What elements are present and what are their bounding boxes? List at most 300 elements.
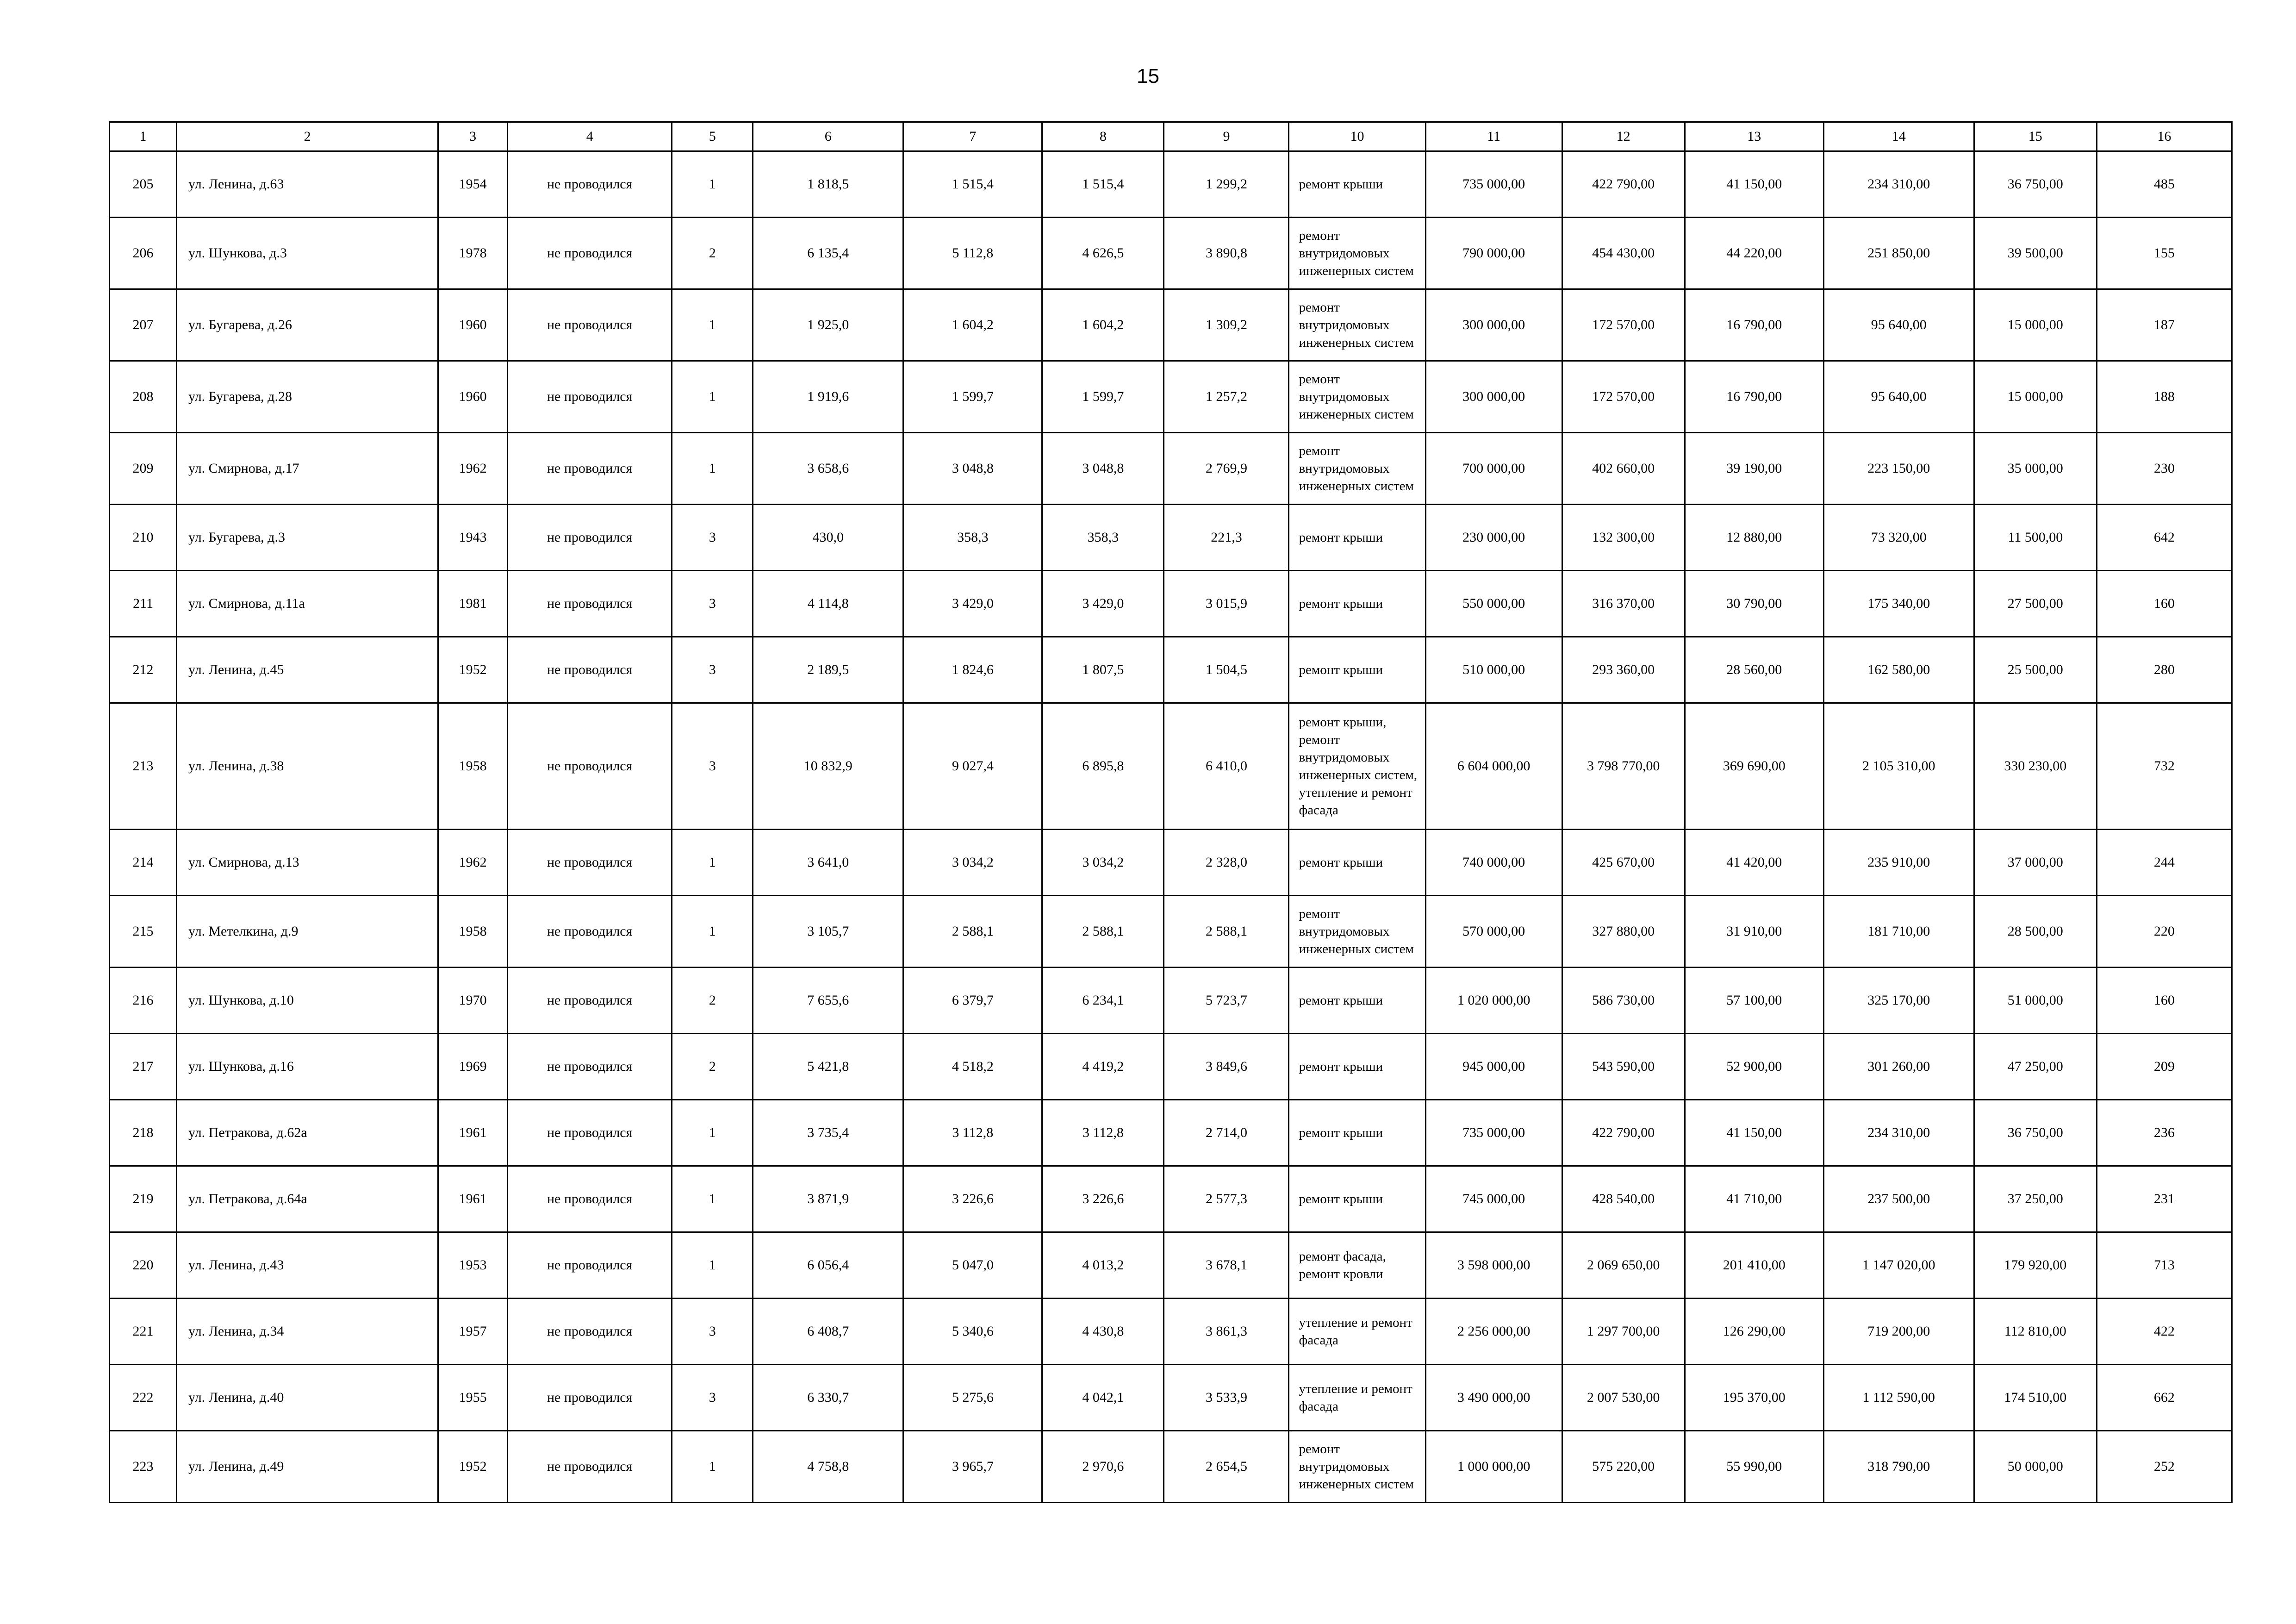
column-header: 8 — [1042, 122, 1164, 151]
status-cell: не проводился — [508, 830, 672, 896]
c13-cell: 126 290,00 — [1685, 1299, 1823, 1365]
c6-cell: 3 871,9 — [753, 1166, 903, 1232]
year-cell: 1981 — [438, 571, 508, 637]
table-row — [110, 1100, 2232, 1166]
c16-cell: 187 — [2097, 289, 2232, 361]
address-cell: ул. Смирнова, д.17 — [177, 433, 438, 505]
c6-cell: 430,0 — [753, 505, 903, 571]
c15-cell: 174 510,00 — [1974, 1365, 2097, 1431]
c6-cell: 6 330,7 — [753, 1365, 903, 1431]
c11-cell: 735 000,00 — [1425, 151, 1562, 218]
address-cell: ул. Метелкина, д.9 — [177, 896, 438, 968]
c12-cell: 1 297 700,00 — [1562, 1299, 1685, 1365]
year-cell: 1962 — [438, 830, 508, 896]
c8-cell: 6 234,1 — [1042, 968, 1164, 1034]
c7-cell: 4 518,2 — [903, 1034, 1042, 1100]
address-cell: ул. Ленина, д.49 — [177, 1431, 438, 1503]
status-cell: не проводился — [508, 1232, 672, 1299]
c7-cell: 1 604,2 — [903, 289, 1042, 361]
c14-cell: 95 640,00 — [1823, 289, 1974, 361]
work-type-cell: ремонт крыши, ремонт внутридомовых инженерных систем, утепление и ремонт фасада — [1289, 703, 1425, 830]
c5-cell: 3 — [672, 505, 753, 571]
c8-cell: 4 419,2 — [1042, 1034, 1164, 1100]
status-cell: не проводился — [508, 433, 672, 505]
c8-cell: 1 599,7 — [1042, 361, 1164, 433]
c8-cell: 1 515,4 — [1042, 151, 1164, 218]
c6-cell: 1 818,5 — [753, 151, 903, 218]
c8-cell: 2 588,1 — [1042, 896, 1164, 968]
year-cell: 1952 — [438, 1431, 508, 1503]
address-cell: ул. Бугарева, д.26 — [177, 289, 438, 361]
address-cell: ул. Ленина, д.45 — [177, 637, 438, 703]
c16-cell: 231 — [2097, 1166, 2232, 1232]
year-cell: 1978 — [438, 218, 508, 289]
c13-cell: 41 150,00 — [1685, 151, 1823, 218]
address-cell: ул. Петракова, д.62а — [177, 1100, 438, 1166]
table-row — [110, 1166, 2232, 1232]
c13-cell: 57 100,00 — [1685, 968, 1823, 1034]
c9-cell: 2 328,0 — [1164, 830, 1289, 896]
c13-cell: 41 420,00 — [1685, 830, 1823, 896]
column-header: 6 — [753, 122, 903, 151]
c14-cell: 1 112 590,00 — [1823, 1365, 1974, 1431]
c11-cell: 790 000,00 — [1425, 218, 1562, 289]
c6-cell: 4 758,8 — [753, 1431, 903, 1503]
c14-cell: 1 147 020,00 — [1823, 1232, 1974, 1299]
c6-cell: 6 056,4 — [753, 1232, 903, 1299]
c13-cell: 31 910,00 — [1685, 896, 1823, 968]
status-cell: не проводился — [508, 361, 672, 433]
c6-cell: 3 641,0 — [753, 830, 903, 896]
year-cell: 1952 — [438, 637, 508, 703]
row-number: 213 — [110, 703, 177, 830]
c5-cell: 1 — [672, 1431, 753, 1503]
row-number: 207 — [110, 289, 177, 361]
housing-repair-table — [109, 121, 2233, 1503]
row-number: 223 — [110, 1431, 177, 1503]
c12-cell: 425 670,00 — [1562, 830, 1685, 896]
c7-cell: 5 112,8 — [903, 218, 1042, 289]
c11-cell: 2 256 000,00 — [1425, 1299, 1562, 1365]
table-row — [110, 1232, 2232, 1299]
address-cell: ул. Шункова, д.3 — [177, 218, 438, 289]
c12-cell: 132 300,00 — [1562, 505, 1685, 571]
row-number: 219 — [110, 1166, 177, 1232]
c6-cell: 10 832,9 — [753, 703, 903, 830]
c14-cell: 318 790,00 — [1823, 1431, 1974, 1503]
c11-cell: 700 000,00 — [1425, 433, 1562, 505]
c13-cell: 12 880,00 — [1685, 505, 1823, 571]
c6-cell: 1 919,6 — [753, 361, 903, 433]
column-header: 2 — [177, 122, 438, 151]
c6-cell: 3 658,6 — [753, 433, 903, 505]
c11-cell: 945 000,00 — [1425, 1034, 1562, 1100]
column-header: 12 — [1562, 122, 1685, 151]
c13-cell: 52 900,00 — [1685, 1034, 1823, 1100]
c13-cell: 369 690,00 — [1685, 703, 1823, 830]
c8-cell: 3 034,2 — [1042, 830, 1164, 896]
year-cell: 1955 — [438, 1365, 508, 1431]
c16-cell: 485 — [2097, 151, 2232, 218]
c14-cell: 325 170,00 — [1823, 968, 1974, 1034]
status-cell: не проводился — [508, 637, 672, 703]
work-type-cell: ремонт крыши — [1289, 1100, 1425, 1166]
status-cell: не проводился — [508, 151, 672, 218]
c11-cell: 735 000,00 — [1425, 1100, 1562, 1166]
address-cell: ул. Смирнова, д.13 — [177, 830, 438, 896]
c7-cell: 5 047,0 — [903, 1232, 1042, 1299]
status-cell: не проводился — [508, 1100, 672, 1166]
c16-cell: 220 — [2097, 896, 2232, 968]
work-type-cell: ремонт внутридомовых инженерных систем — [1289, 289, 1425, 361]
year-cell: 1960 — [438, 361, 508, 433]
address-cell: ул. Бугарева, д.28 — [177, 361, 438, 433]
c14-cell: 237 500,00 — [1823, 1166, 1974, 1232]
status-cell: не проводился — [508, 968, 672, 1034]
c15-cell: 112 810,00 — [1974, 1299, 2097, 1365]
row-number: 218 — [110, 1100, 177, 1166]
address-cell: ул. Ленина, д.34 — [177, 1299, 438, 1365]
c12-cell: 454 430,00 — [1562, 218, 1685, 289]
c11-cell: 3 490 000,00 — [1425, 1365, 1562, 1431]
table-row — [110, 361, 2232, 433]
c7-cell: 3 112,8 — [903, 1100, 1042, 1166]
c16-cell: 230 — [2097, 433, 2232, 505]
c11-cell: 745 000,00 — [1425, 1166, 1562, 1232]
c12-cell: 2 007 530,00 — [1562, 1365, 1685, 1431]
c15-cell: 36 750,00 — [1974, 151, 2097, 218]
c13-cell: 30 790,00 — [1685, 571, 1823, 637]
work-type-cell: ремонт внутридомовых инженерных систем — [1289, 1431, 1425, 1503]
c7-cell: 1 824,6 — [903, 637, 1042, 703]
c9-cell: 2 714,0 — [1164, 1100, 1289, 1166]
column-header: 3 — [438, 122, 508, 151]
year-cell: 1960 — [438, 289, 508, 361]
c8-cell: 1 604,2 — [1042, 289, 1164, 361]
page-number: 15 — [1137, 65, 1159, 87]
work-type-cell: ремонт фасада, ремонт кровли — [1289, 1232, 1425, 1299]
c9-cell: 6 410,0 — [1164, 703, 1289, 830]
table-row — [110, 830, 2232, 896]
c13-cell: 16 790,00 — [1685, 289, 1823, 361]
c7-cell: 6 379,7 — [903, 968, 1042, 1034]
c9-cell: 1 309,2 — [1164, 289, 1289, 361]
c13-cell: 55 990,00 — [1685, 1431, 1823, 1503]
c9-cell: 3 678,1 — [1164, 1232, 1289, 1299]
column-header: 4 — [508, 122, 672, 151]
work-type-cell: ремонт внутридомовых инженерных систем — [1289, 361, 1425, 433]
c11-cell: 740 000,00 — [1425, 830, 1562, 896]
row-number: 221 — [110, 1299, 177, 1365]
c13-cell: 201 410,00 — [1685, 1232, 1823, 1299]
table-row — [110, 218, 2232, 289]
c15-cell: 27 500,00 — [1974, 571, 2097, 637]
row-number: 215 — [110, 896, 177, 968]
c8-cell: 1 807,5 — [1042, 637, 1164, 703]
work-type-cell: ремонт крыши — [1289, 571, 1425, 637]
address-cell: ул. Смирнова, д.11а — [177, 571, 438, 637]
table-row — [110, 433, 2232, 505]
c13-cell: 16 790,00 — [1685, 361, 1823, 433]
row-number: 216 — [110, 968, 177, 1034]
c5-cell: 1 — [672, 1232, 753, 1299]
c13-cell: 28 560,00 — [1685, 637, 1823, 703]
c15-cell: 15 000,00 — [1974, 289, 2097, 361]
address-cell: ул. Шункова, д.16 — [177, 1034, 438, 1100]
column-header: 15 — [1974, 122, 2097, 151]
c14-cell: 223 150,00 — [1823, 433, 1974, 505]
table-row — [110, 1431, 2232, 1503]
row-number: 211 — [110, 571, 177, 637]
c12-cell: 327 880,00 — [1562, 896, 1685, 968]
c12-cell: 316 370,00 — [1562, 571, 1685, 637]
c16-cell: 244 — [2097, 830, 2232, 896]
table-row — [110, 1034, 2232, 1100]
c5-cell: 2 — [672, 1034, 753, 1100]
work-type-cell: утепление и ремонт фасада — [1289, 1365, 1425, 1431]
c11-cell: 300 000,00 — [1425, 361, 1562, 433]
c6-cell: 6 135,4 — [753, 218, 903, 289]
c16-cell: 188 — [2097, 361, 2232, 433]
table-row — [110, 637, 2232, 703]
c14-cell: 162 580,00 — [1823, 637, 1974, 703]
year-cell: 1943 — [438, 505, 508, 571]
address-cell: ул. Бугарева, д.3 — [177, 505, 438, 571]
status-cell: не проводился — [508, 218, 672, 289]
column-header: 13 — [1685, 122, 1823, 151]
year-cell: 1958 — [438, 703, 508, 830]
c16-cell: 280 — [2097, 637, 2232, 703]
table-row — [110, 1365, 2232, 1431]
c16-cell: 160 — [2097, 571, 2232, 637]
status-cell: не проводился — [508, 1299, 672, 1365]
status-cell: не проводился — [508, 1166, 672, 1232]
c6-cell: 1 925,0 — [753, 289, 903, 361]
table-row — [110, 968, 2232, 1034]
c5-cell: 1 — [672, 1100, 753, 1166]
c11-cell: 510 000,00 — [1425, 637, 1562, 703]
c5-cell: 3 — [672, 1365, 753, 1431]
column-header: 11 — [1425, 122, 1562, 151]
c15-cell: 36 750,00 — [1974, 1100, 2097, 1166]
c7-cell: 9 027,4 — [903, 703, 1042, 830]
column-header: 5 — [672, 122, 753, 151]
work-type-cell: ремонт крыши — [1289, 1166, 1425, 1232]
table-row — [110, 505, 2232, 571]
year-cell: 1970 — [438, 968, 508, 1034]
c12-cell: 575 220,00 — [1562, 1431, 1685, 1503]
c12-cell: 293 360,00 — [1562, 637, 1685, 703]
address-cell: ул. Ленина, д.38 — [177, 703, 438, 830]
c8-cell: 3 226,6 — [1042, 1166, 1164, 1232]
c8-cell: 4 626,5 — [1042, 218, 1164, 289]
status-cell: не проводился — [508, 1431, 672, 1503]
c5-cell: 1 — [672, 1166, 753, 1232]
work-type-cell: утепление и ремонт фасада — [1289, 1299, 1425, 1365]
c14-cell: 181 710,00 — [1823, 896, 1974, 968]
c12-cell: 172 570,00 — [1562, 361, 1685, 433]
c7-cell: 3 034,2 — [903, 830, 1042, 896]
c5-cell: 1 — [672, 361, 753, 433]
c9-cell: 3 015,9 — [1164, 571, 1289, 637]
c15-cell: 39 500,00 — [1974, 218, 2097, 289]
address-cell: ул. Петракова, д.64а — [177, 1166, 438, 1232]
c12-cell: 172 570,00 — [1562, 289, 1685, 361]
c5-cell: 3 — [672, 1299, 753, 1365]
c12-cell: 586 730,00 — [1562, 968, 1685, 1034]
c9-cell: 2 654,5 — [1164, 1431, 1289, 1503]
c7-cell: 3 226,6 — [903, 1166, 1042, 1232]
c7-cell: 3 048,8 — [903, 433, 1042, 505]
c6-cell: 3 735,4 — [753, 1100, 903, 1166]
year-cell: 1962 — [438, 433, 508, 505]
c7-cell: 1 515,4 — [903, 151, 1042, 218]
c6-cell: 4 114,8 — [753, 571, 903, 637]
c5-cell: 1 — [672, 289, 753, 361]
c11-cell: 570 000,00 — [1425, 896, 1562, 968]
row-number: 209 — [110, 433, 177, 505]
c8-cell: 6 895,8 — [1042, 703, 1164, 830]
work-type-cell: ремонт крыши — [1289, 637, 1425, 703]
c7-cell: 2 588,1 — [903, 896, 1042, 968]
c8-cell: 2 970,6 — [1042, 1431, 1164, 1503]
status-cell: не проводился — [508, 571, 672, 637]
c15-cell: 50 000,00 — [1974, 1431, 2097, 1503]
c15-cell: 15 000,00 — [1974, 361, 2097, 433]
table-row — [110, 289, 2232, 361]
c12-cell: 2 069 650,00 — [1562, 1232, 1685, 1299]
c16-cell: 662 — [2097, 1365, 2232, 1431]
c12-cell: 428 540,00 — [1562, 1166, 1685, 1232]
table-row — [110, 571, 2232, 637]
c16-cell: 155 — [2097, 218, 2232, 289]
work-type-cell: ремонт внутридомовых инженерных систем — [1289, 896, 1425, 968]
year-cell: 1953 — [438, 1232, 508, 1299]
c5-cell: 1 — [672, 896, 753, 968]
year-cell: 1961 — [438, 1166, 508, 1232]
c5-cell: 3 — [672, 703, 753, 830]
c13-cell: 44 220,00 — [1685, 218, 1823, 289]
c15-cell: 11 500,00 — [1974, 505, 2097, 571]
c7-cell: 358,3 — [903, 505, 1042, 571]
address-cell: ул. Ленина, д.40 — [177, 1365, 438, 1431]
c11-cell: 230 000,00 — [1425, 505, 1562, 571]
work-type-cell: ремонт крыши — [1289, 968, 1425, 1034]
c14-cell: 251 850,00 — [1823, 218, 1974, 289]
c15-cell: 330 230,00 — [1974, 703, 2097, 830]
c9-cell: 2 577,3 — [1164, 1166, 1289, 1232]
c7-cell: 1 599,7 — [903, 361, 1042, 433]
c6-cell: 6 408,7 — [753, 1299, 903, 1365]
c9-cell: 1 257,2 — [1164, 361, 1289, 433]
address-cell: ул. Ленина, д.43 — [177, 1232, 438, 1299]
column-number-row — [110, 122, 2232, 151]
c14-cell: 719 200,00 — [1823, 1299, 1974, 1365]
c12-cell: 543 590,00 — [1562, 1034, 1685, 1100]
c15-cell: 37 000,00 — [1974, 830, 2097, 896]
c7-cell: 5 275,6 — [903, 1365, 1042, 1431]
address-cell: ул. Ленина, д.63 — [177, 151, 438, 218]
c14-cell: 234 310,00 — [1823, 151, 1974, 218]
c11-cell: 550 000,00 — [1425, 571, 1562, 637]
c14-cell: 2 105 310,00 — [1823, 703, 1974, 830]
c16-cell: 713 — [2097, 1232, 2232, 1299]
row-number: 212 — [110, 637, 177, 703]
c12-cell: 422 790,00 — [1562, 1100, 1685, 1166]
column-header: 7 — [903, 122, 1042, 151]
c5-cell: 2 — [672, 968, 753, 1034]
c5-cell: 1 — [672, 151, 753, 218]
c16-cell: 732 — [2097, 703, 2232, 830]
c14-cell: 301 260,00 — [1823, 1034, 1974, 1100]
status-cell: не проводился — [508, 289, 672, 361]
c5-cell: 2 — [672, 218, 753, 289]
c16-cell: 422 — [2097, 1299, 2232, 1365]
c16-cell: 252 — [2097, 1431, 2232, 1503]
c16-cell: 160 — [2097, 968, 2232, 1034]
c9-cell: 2 769,9 — [1164, 433, 1289, 505]
column-header: 9 — [1164, 122, 1289, 151]
c8-cell: 4 013,2 — [1042, 1232, 1164, 1299]
c5-cell: 3 — [672, 571, 753, 637]
work-type-cell: ремонт крыши — [1289, 830, 1425, 896]
c9-cell: 1 299,2 — [1164, 151, 1289, 218]
c8-cell: 3 048,8 — [1042, 433, 1164, 505]
c5-cell: 3 — [672, 637, 753, 703]
year-cell: 1969 — [438, 1034, 508, 1100]
address-cell: ул. Шункова, д.10 — [177, 968, 438, 1034]
row-number: 210 — [110, 505, 177, 571]
c8-cell: 3 112,8 — [1042, 1100, 1164, 1166]
c8-cell: 358,3 — [1042, 505, 1164, 571]
c15-cell: 47 250,00 — [1974, 1034, 2097, 1100]
c9-cell: 221,3 — [1164, 505, 1289, 571]
column-header: 10 — [1289, 122, 1425, 151]
c15-cell: 35 000,00 — [1974, 433, 2097, 505]
c11-cell: 1 000 000,00 — [1425, 1431, 1562, 1503]
status-cell: не проводился — [508, 703, 672, 830]
c13-cell: 41 150,00 — [1685, 1100, 1823, 1166]
row-number: 208 — [110, 361, 177, 433]
c14-cell: 175 340,00 — [1823, 571, 1974, 637]
column-header: 1 — [110, 122, 177, 151]
c9-cell: 1 504,5 — [1164, 637, 1289, 703]
c14-cell: 234 310,00 — [1823, 1100, 1974, 1166]
c14-cell: 235 910,00 — [1823, 830, 1974, 896]
c6-cell: 7 655,6 — [753, 968, 903, 1034]
c9-cell: 5 723,7 — [1164, 968, 1289, 1034]
row-number: 222 — [110, 1365, 177, 1431]
c11-cell: 1 020 000,00 — [1425, 968, 1562, 1034]
work-type-cell: ремонт внутридомовых инженерных систем — [1289, 218, 1425, 289]
c9-cell: 2 588,1 — [1164, 896, 1289, 968]
year-cell: 1958 — [438, 896, 508, 968]
c11-cell: 300 000,00 — [1425, 289, 1562, 361]
table-row — [110, 1299, 2232, 1365]
c16-cell: 209 — [2097, 1034, 2232, 1100]
c11-cell: 6 604 000,00 — [1425, 703, 1562, 830]
c16-cell: 236 — [2097, 1100, 2232, 1166]
row-number: 217 — [110, 1034, 177, 1100]
row-number: 220 — [110, 1232, 177, 1299]
c8-cell: 3 429,0 — [1042, 571, 1164, 637]
c12-cell: 422 790,00 — [1562, 151, 1685, 218]
c5-cell: 1 — [672, 830, 753, 896]
work-type-cell: ремонт крыши — [1289, 1034, 1425, 1100]
c7-cell: 5 340,6 — [903, 1299, 1042, 1365]
column-header: 16 — [2097, 122, 2232, 151]
status-cell: не проводился — [508, 505, 672, 571]
